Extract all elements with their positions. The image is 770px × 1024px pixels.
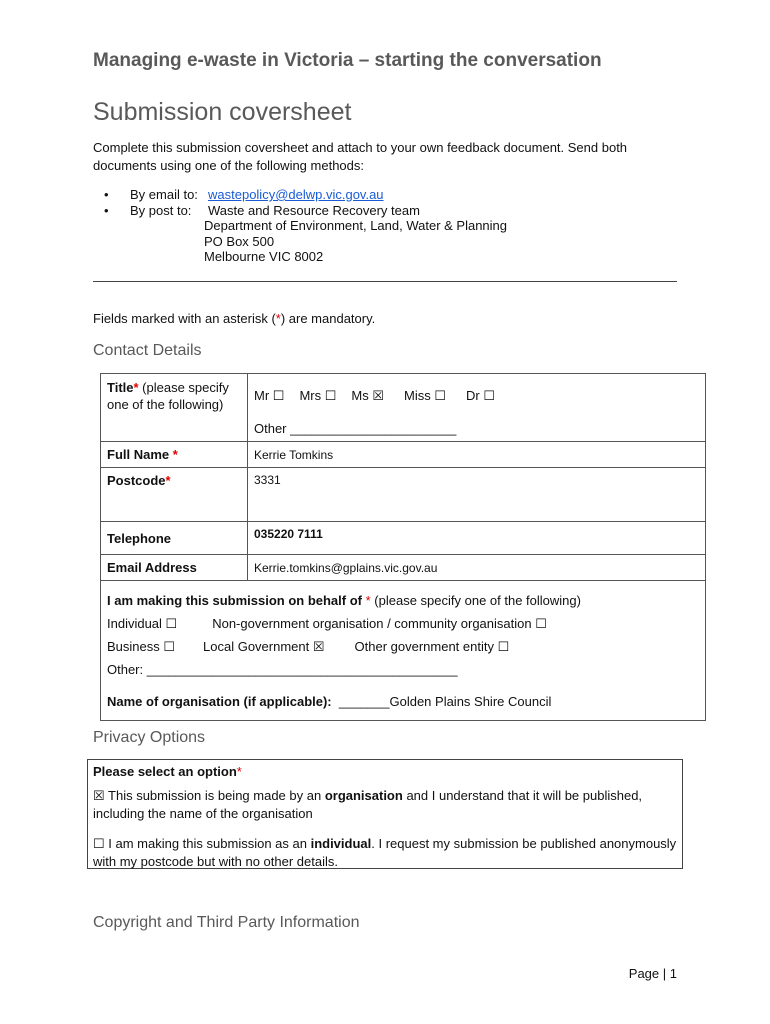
copyright-heading: Copyright and Third Party Information (93, 914, 360, 931)
page-title: Submission coversheet (93, 98, 352, 126)
asterisk: * (236, 764, 242, 779)
behalf-hint: (please specify one of the following) (370, 593, 581, 608)
option-individual[interactable]: Individual ☐ (107, 616, 178, 631)
method-post (104, 203, 507, 219)
contact-details-table (100, 373, 706, 721)
checkbox-icon: ☐ (93, 836, 105, 851)
behalf-row (101, 581, 706, 721)
behalf-heading-line (107, 589, 699, 612)
checkbox-icon: ☐ (272, 388, 285, 403)
postcode-value[interactable]: 3331 (248, 468, 706, 522)
option-other-government[interactable]: Other government entity ☐ (354, 639, 510, 654)
telephone-value[interactable]: 035220 7111 (248, 522, 706, 555)
privacy-heading: Privacy Options (93, 729, 206, 746)
full-name-label-cell (101, 442, 248, 468)
checkbox-icon: ☐ (324, 388, 337, 403)
contact-details-heading: Contact Details (93, 342, 202, 359)
email-label: Email Address (101, 555, 248, 581)
page-footer: Page | 1 (628, 966, 677, 981)
option-local-government[interactable]: Local Government ☒ (203, 639, 325, 654)
behalf-row-1 (107, 612, 699, 635)
title-option-mr[interactable]: Mr ☐ (254, 388, 285, 403)
postcode-row (101, 468, 706, 522)
document-header: Managing e-waste in Victoria – starting the conversation (93, 50, 602, 71)
mandatory-note-after: ) are mandatory. (280, 311, 376, 326)
privacy-box (87, 759, 683, 869)
asterisk: * (165, 473, 171, 488)
title-option-ms[interactable]: Ms ☒ (351, 388, 385, 403)
title-option-dr[interactable]: Dr ☐ (466, 388, 496, 403)
telephone-label: Telephone (101, 522, 248, 555)
post-method-label: By post to: (130, 202, 192, 218)
asterisk: * (365, 593, 371, 608)
mandatory-note (93, 311, 375, 326)
organisation-line (107, 690, 699, 713)
asterisk: * (172, 447, 178, 462)
submission-methods (104, 187, 507, 265)
checkbox-icon: ☐ (483, 388, 496, 403)
title-option-mrs[interactable]: Mrs ☐ (299, 388, 337, 403)
bullet-icon: • (104, 202, 109, 218)
address-line: Waste and Resource Recovery team (208, 202, 420, 218)
page-label: Page (628, 966, 660, 981)
title-label-cell (101, 374, 248, 442)
privacy-select-label: Please select an option (93, 764, 237, 779)
title-hint: (please specify one of the following) (107, 380, 229, 412)
privacy-select-line (93, 763, 677, 781)
title-options-cell (248, 374, 706, 442)
email-value[interactable]: Kerrie.tomkins@gplains.vic.gov.au (248, 555, 706, 581)
privacy-option-individual[interactable]: ☐ I am making this submission as an individual. I request my submission be published anonymously with my postcode but with no other details. (93, 836, 677, 869)
option-business[interactable]: Business ☐ (107, 639, 176, 654)
privacy-option-organisation[interactable]: ☒ This submission is being made by an organisation and I understand that it will be published, including the name of the organisation (93, 788, 643, 821)
full-name-label: Full Name (107, 447, 170, 462)
postcode-label-cell (101, 468, 248, 522)
checkbox-checked-icon: ☒ (372, 388, 385, 403)
title-option-miss[interactable]: Miss ☐ (404, 388, 447, 403)
telephone-row (101, 522, 706, 555)
title-row (101, 374, 706, 442)
behalf-heading: I am making this submission on behalf of (107, 593, 362, 608)
mandatory-note-before: Fields marked with an asterisk ( (93, 311, 276, 326)
address-line: Melbourne VIC 8002 (204, 249, 324, 265)
address-line: PO Box 500 (204, 233, 275, 249)
title-other-field[interactable]: Other _______________________ (254, 421, 457, 436)
asterisk: * (133, 380, 139, 395)
email-method-label: By email to: (130, 187, 198, 202)
intro-paragraph: Complete this submission coversheet and attach to your own feedback document. Send both documents using one of the following methods: (93, 140, 628, 173)
full-name-row (101, 442, 706, 468)
page-number: 1 (669, 966, 677, 981)
behalf-other-field[interactable]: Other: ___________________________________________ (107, 662, 458, 677)
behalf-row-2 (107, 635, 699, 658)
behalf-cell (101, 581, 706, 721)
checkbox-checked-icon: ☒ (93, 788, 105, 803)
organisation-value[interactable]: _______Golden Plains Shire Council (338, 694, 552, 709)
full-name-value[interactable]: Kerrie Tomkins (248, 442, 706, 468)
email-link[interactable]: wastepolicy@delwp.vic.gov.au (208, 187, 384, 202)
organisation-label: Name of organisation (if applicable): (107, 694, 332, 709)
address-line: Department of Environment, Land, Water & Planning (204, 218, 508, 234)
divider (93, 281, 677, 282)
bullet-icon: • (104, 187, 109, 202)
title-label: Title (107, 380, 134, 395)
email-row (101, 555, 706, 581)
title-options (254, 388, 699, 404)
checkbox-icon: ☐ (434, 388, 447, 403)
method-email (104, 187, 507, 203)
asterisk: * (275, 311, 281, 326)
postcode-label: Postcode (107, 473, 166, 488)
privacy-content (88, 760, 682, 871)
option-ngo[interactable]: Non-government organisation / community organisation ☐ (212, 616, 547, 631)
